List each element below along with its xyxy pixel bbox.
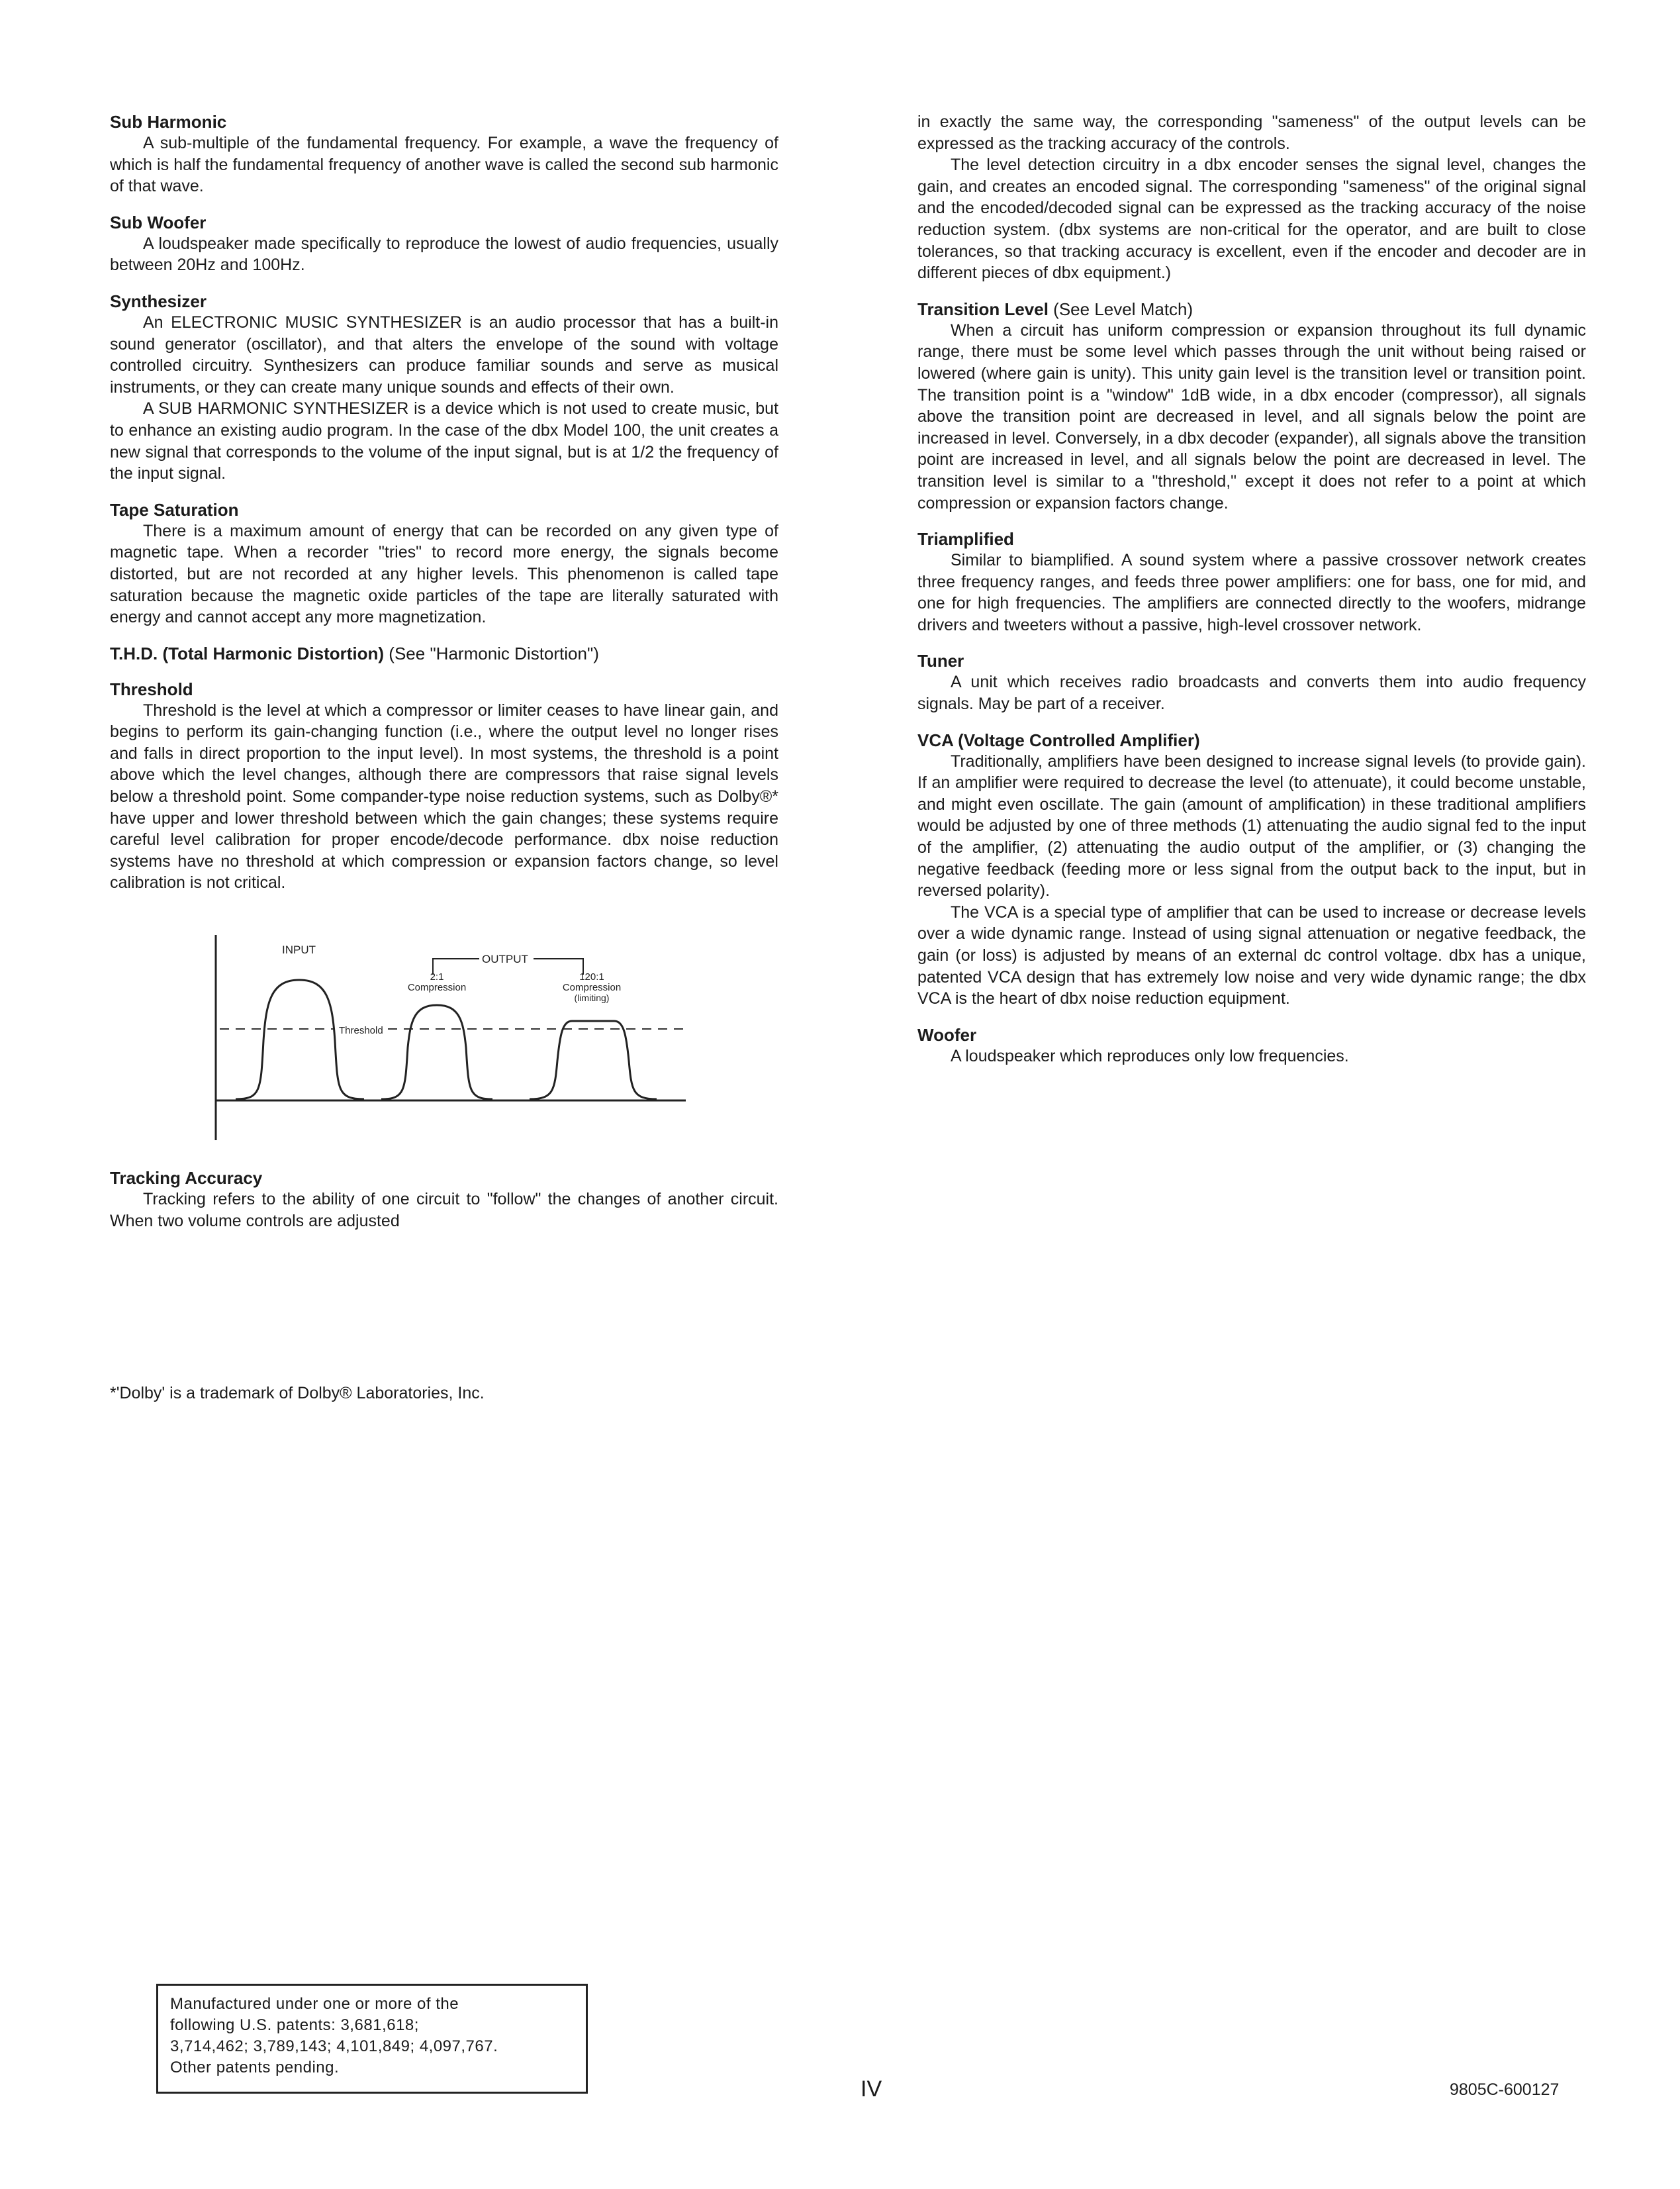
left-column	[110, 111, 778, 1246]
entry-thd	[110, 643, 778, 664]
patent-notice-box	[156, 1984, 588, 2094]
definition-text: in exactly the same way, the corresponding "sameness" of the output levels can be expressed as the tracking accuracy of the controls.	[917, 113, 1586, 153]
definition-text: Similar to biamplified. A sound system where a passive crossover network creates three frequency ranges, and feeds three power amplifiers: one for bass, one for mid, and one for high frequencies. The amplifiers are connected directly to the woofers, midrange drivers and tweeters without a passive, high-level crossover network.	[917, 551, 1586, 634]
term-heading: Woofer	[917, 1024, 977, 1045]
term-heading: Threshold	[110, 679, 193, 699]
definition-text: The level detection circuitry in a dbx encoder senses the signal level, changes the gain, and creates an encoded signal. The corresponding "sameness" of the original signal and the encoded/decoded signal can be expressed as the tracking accuracy of the noise reduction system. (dbx systems are non-critical for the operator, and are built to close tolerances, so that tracking accuracy is excellent, even if the encoder and decoder are in different pieces of dbx equipment.)	[917, 156, 1586, 283]
term-title: T.H.D. (Total Harmonic Distortion)	[110, 643, 385, 663]
entry-tracking-accuracy-continued	[917, 111, 1586, 284]
definition-text: There is a maximum amount of energy that can be recorded on any given type of magnetic tape. When a recorder "tries" to record more energy, the signals become distorted, but are not recorded at any higher levels. This phenomenon is called tape saturation because the magnetic oxide particles of the tape are literally saturated with energy and cannot accept any more magnetization.	[110, 521, 778, 627]
term-heading: Sub Woofer	[110, 212, 207, 232]
term-heading: Tuner	[917, 651, 964, 671]
entry-woofer	[917, 1024, 1586, 1067]
page-number: IV	[861, 2076, 882, 2102]
entry-tape-saturation	[110, 499, 778, 628]
entry-synthesizer	[110, 291, 778, 485]
entry-sub-woofer	[110, 212, 778, 276]
entry-tuner	[917, 650, 1586, 714]
term-heading	[917, 299, 1586, 320]
definition-text: Traditionally, amplifiers have been designed to increase signal levels (to provide gain). If an amplifier were required to decrease the level (to attenuate), it could become unstable, and might even oscillate. The gain (amount of amplification) in these traditional amplifiers would be adjusted by one of three methods (1) attenuating the audio signal fed to the input of the amplifier, (2) attenuating the audio output of the amplifier, or (3) changing the negative feedback (feeding more or less signal from the output back to the input, but in reversed polarity).	[917, 752, 1586, 900]
right-column	[917, 111, 1586, 1081]
definition-text: A loudspeaker made specifically to reproduce the lowest of audio frequencies, usually between 20Hz and 100Hz.	[110, 234, 778, 275]
definition-text: A sub-multiple of the fundamental frequency. For example, a wave the frequency of which is half the fundamental frequency of another wave is called the second sub harmonic of that wave.	[110, 134, 778, 196]
definition-text: A loudspeaker which reproduces only low frequencies.	[951, 1046, 1349, 1065]
ratio-2-1-caption: Compression	[407, 982, 467, 994]
term-heading: Triamplified	[917, 529, 1014, 550]
term-title: Transition Level	[917, 299, 1049, 319]
term-heading: VCA (Voltage Controlled Amplifier)	[917, 730, 1200, 750]
entry-triamplified	[917, 528, 1586, 636]
term-cross-reference: (See "Harmonic Distortion")	[384, 643, 599, 663]
compression-waveform	[381, 1005, 492, 1099]
patent-line: Manufactured under one or more of the	[170, 1995, 459, 2013]
definition-text: Tracking refers to the ability of one circuit to "follow" the changes of another circuit. When two volume controls are adjusted	[110, 1190, 778, 1230]
definition-text: When a circuit has uniform compression or expansion throughout its full dynamic range, there must be some level which passes through the unit without being raised or lowered (where gain is unity). This unity gain level is the transition level or transition point. The transition point is a "window" 1dB wide, in a dbx encoder (compressor), all signals above the transition point are decreased in level, and all signals below the point are increased in level. Conversely, in a dbx decoder (expander), all signals above the transition point are increased in level, and all signals below the point are decreased in level. The transition level is similar to a "threshold," except it does not refer to a point at which compression or expansion factors change.	[917, 320, 1586, 512]
input-waveform	[236, 980, 364, 1099]
term-heading: Tape Saturation	[110, 499, 239, 520]
patent-line: Other patents pending.	[170, 2059, 340, 2076]
patent-line: following U.S. patents: 3,681,618;	[170, 2016, 419, 2034]
ratio-2-1-label: 2:1	[430, 971, 444, 983]
term-heading	[110, 643, 778, 664]
definition-text: A unit which receives radio broadcasts and converts them into audio frequency signals. May be part of a receiver.	[917, 673, 1586, 714]
term-heading: Sub Harmonic	[110, 112, 227, 132]
term-cross-reference: (See Level Match)	[1048, 299, 1193, 319]
dolby-footnote: *'Dolby' is a trademark of Dolby® Laboratories, Inc.	[110, 1384, 485, 1402]
definition-text: Threshold is the level at which a compressor or limiter ceases to have linear gain, and begins to perform its gain-changing function (i.e., where the output level no longer rises and falls in direct proportion to the input level). In most systems, the threshold is a point above which the level changes, although there are compressors that raise signal levels below a threshold point. Some compander-type noise reduction systems, such as Dolby®* have upper and lower threshold between which the gain changes; these systems require careful level calibration for proper encode/decode performance. dbx noise reduction systems have no threshold at which compression or expansion factors change, so level calibration is not critical.	[110, 701, 778, 893]
output-label: OUTPUT	[482, 953, 528, 966]
patent-line: 3,714,462; 3,789,143; 4,101,849; 4,097,767.	[170, 2037, 498, 2055]
ratio-120-1-caption: Compression	[562, 982, 622, 994]
document-code: 9805C-600127	[1450, 2080, 1560, 2099]
ratio-120-1-label: 120:1	[579, 971, 604, 983]
term-heading: Synthesizer	[110, 291, 207, 311]
input-label: INPUT	[282, 944, 316, 957]
limiting-waveform	[530, 1021, 657, 1099]
entry-tracking-accuracy	[110, 1167, 778, 1232]
threshold-diagram	[183, 922, 699, 1147]
entry-vca	[917, 730, 1586, 1010]
threshold-label: Threshold	[339, 1025, 383, 1037]
definition-text: The VCA is a special type of amplifier that can be used to increase or decrease levels over a wide dynamic range. Instead of using signal attenuation or negative feedback, the gain (or loss) is adjusted by means of an external dc control voltage. dbx has a unique, patented VCA design that has extremely low noise and very wide dynamic range; the dbx VCA is the heart of dbx noise reduction equipment.	[917, 902, 1586, 1008]
definition-text: A SUB HARMONIC SYNTHESIZER is a device which is not used to create music, but to enhance an existing audio program. In the case of the dbx Model 100, the unit creates a new signal that corresponds to the volume of the input signal, but is at 1/2 the frequency of the input signal.	[110, 399, 778, 483]
entry-transition-level	[917, 299, 1586, 514]
entry-sub-harmonic	[110, 111, 778, 197]
entry-threshold	[110, 679, 778, 894]
definition-text: An ELECTRONIC MUSIC SYNTHESIZER is an audio processor that has a built-in sound generator (oscillator), and that alters the envelope of the sound with voltage controlled circuitry. Synthesizers can produce familiar sounds and serve as musical instruments, or they can create many unique sounds and effects of their own.	[110, 313, 778, 397]
term-heading: Tracking Accuracy	[110, 1168, 263, 1189]
ratio-120-1-sub: (limiting)	[574, 993, 610, 1004]
